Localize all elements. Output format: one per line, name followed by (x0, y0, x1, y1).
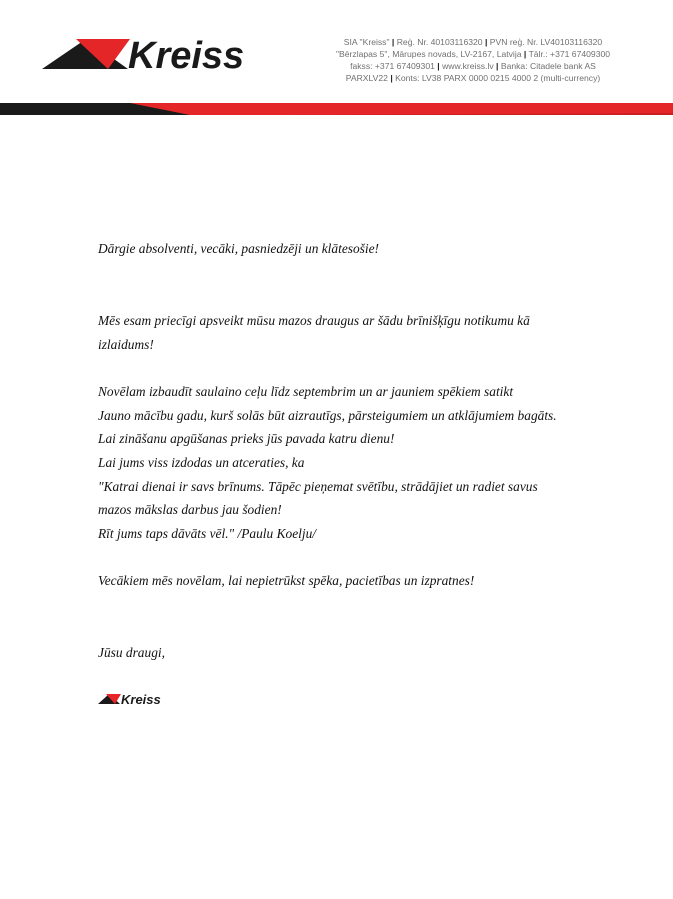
separator: | (523, 49, 527, 59)
para2-line-1: Novēlam izbaudīt saulaino ceļu līdz septembrim un ar jauniem spēkiem satikt (98, 384, 514, 399)
company-info-segment: Reģ. Nr. 40103116320 (396, 37, 483, 47)
closing: Jūsu draugi, (98, 645, 165, 660)
company-info-segment: fakss: +371 67409301 (350, 61, 435, 71)
para2-line-6: mazos mākslas darbus jau šodien! (98, 502, 282, 517)
company-info (300, 36, 646, 84)
separator: | (391, 37, 395, 47)
signature-logo (98, 691, 176, 707)
company-info-segment: Tālr.: +371 67409300 (528, 49, 611, 59)
company-info-segment: SIA "Kreiss" (343, 37, 390, 47)
para2-line-5: "Katrai dienai ir savs brīnums. Tāpēc pieņemat svētību, strādājiet un radiet savus (98, 479, 538, 494)
company-info-segment: Banka: Citadele bank AS (500, 61, 596, 71)
para2-line-7: Rīt jums taps dāvāts vēl." /Paulu Koelju/ (98, 526, 316, 541)
company-info-segment: Konts: LV38 PARX 0000 0215 4000 2 (multi-currency) (395, 73, 601, 83)
company-info-line (300, 48, 646, 60)
company-info-segment: PVN reģ. Nr. LV40103116320 (489, 37, 603, 47)
company-info-line (300, 72, 646, 84)
para1-line-1: Mēs esam priecīgi apsveikt mūsu mazos draugus ar šādu brīnišķīgu notikumu kā (98, 313, 530, 328)
company-info-segment: www.kreiss.lv (442, 61, 494, 71)
signature-wordmark: Kreiss (121, 692, 161, 707)
para2-line-2: Jauno mācību gadu, kurš solās būt aizrautīgs, pārsteigumiem un atklājumiem bagāts. (98, 408, 557, 423)
company-info-segment: "Bērzlapas 5", Mārupes novads, LV-2167, Latvija (335, 49, 522, 59)
para1-line-2: izlaidums! (98, 337, 154, 352)
para3: Vecākiem mēs novēlam, lai nepietrūkst spēka, pacietības un izpratnes! (98, 573, 475, 588)
company-info-line (300, 60, 646, 72)
separator: | (496, 61, 499, 71)
separator: | (437, 61, 440, 71)
header-bar (0, 102, 673, 114)
greeting: Dārgie absolventi, vecāki, pasniedzēji un klātesošie! (98, 241, 380, 256)
separator: | (390, 73, 393, 83)
kreiss-logo (42, 33, 272, 75)
para2-line-3: Lai zināšanu apgūšanas prieks jūs pavada katru dienu! (98, 431, 395, 446)
company-info-segment: PARXLV22 (345, 73, 388, 83)
logo-wordmark: Kreiss (128, 35, 245, 75)
para2-line-4: Lai jums viss izdodas un atceraties, ka (98, 455, 305, 470)
company-info-line (300, 36, 646, 48)
separator: | (484, 37, 488, 47)
